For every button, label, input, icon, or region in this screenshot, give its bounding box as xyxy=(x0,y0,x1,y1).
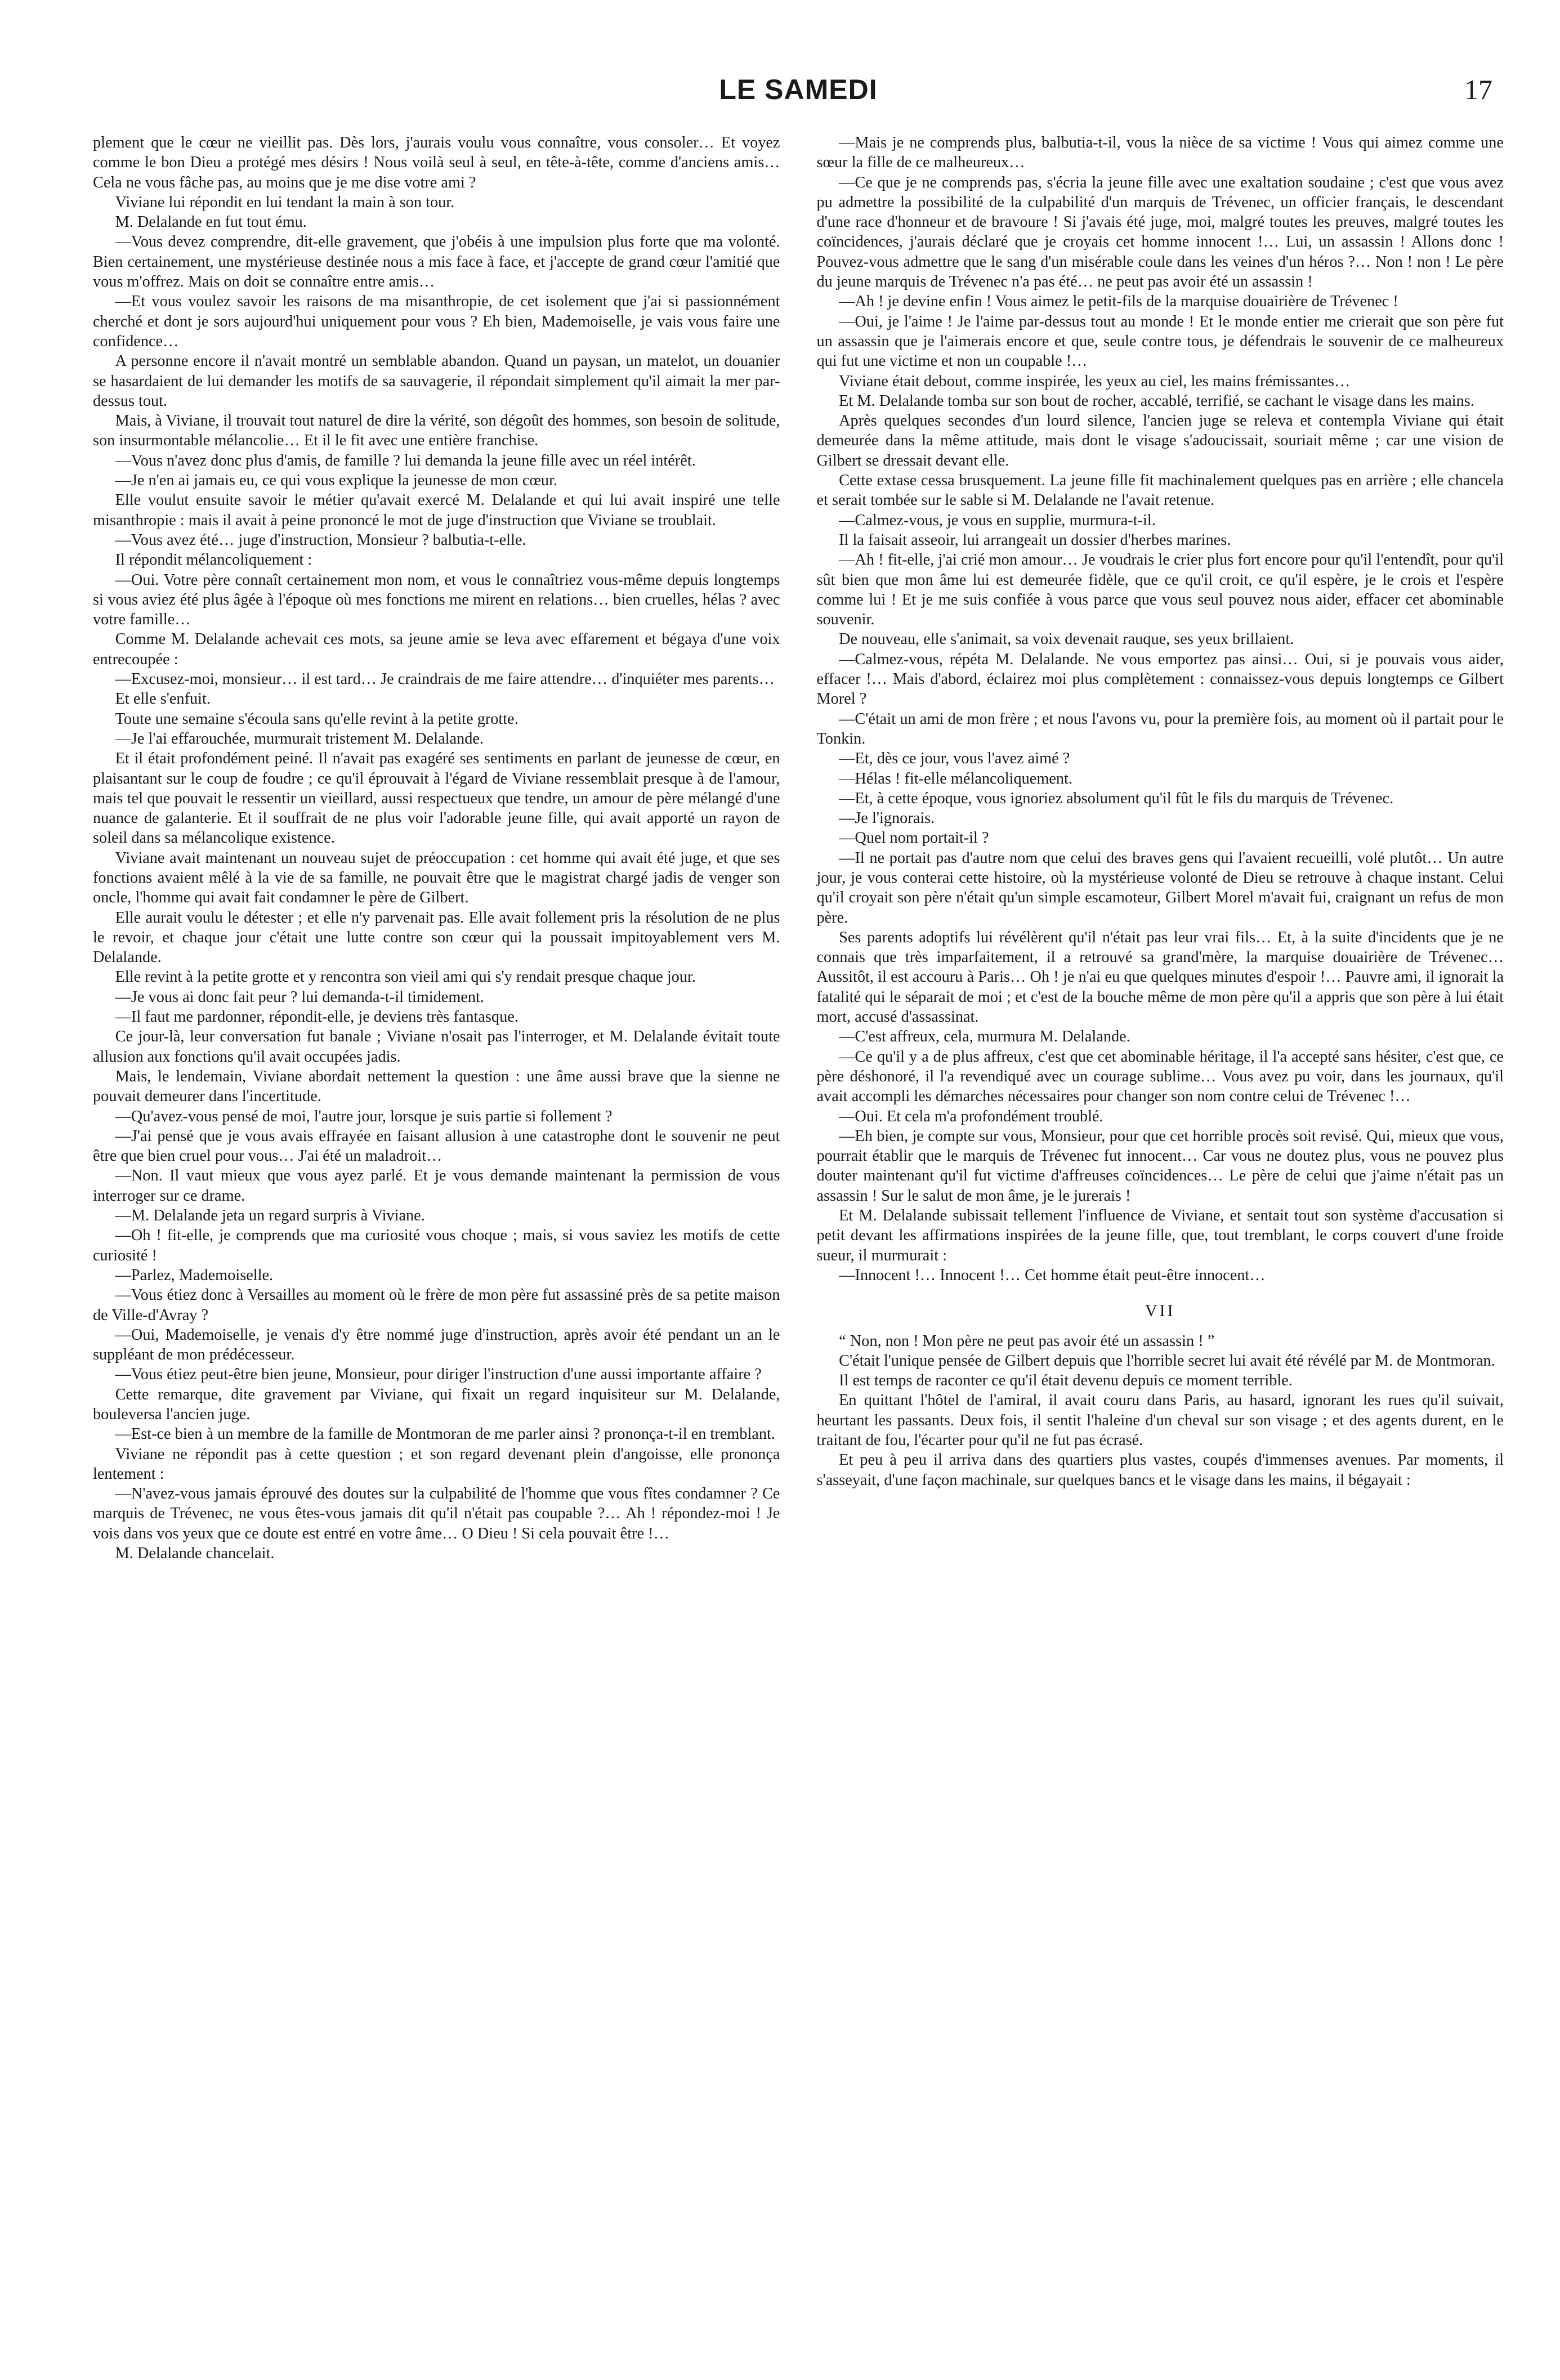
paragraph: Mais, le lendemain, Viviane abordait nettement la question : une âme aussi brave que la sienne ne pouvait demeurer dans l'incertitude. xyxy=(93,1067,780,1106)
paragraph: —Oui. Et cela m'a profondément troublé. xyxy=(839,1107,1103,1125)
paragraph: Après quelques secondes d'un lourd silence, l'ancien juge se releva et contempla Viviane qui était demeurée dans la même attitude, mais dont le visage s'adoucissait, souriait même ; car une vision de Gilbert se dressait devant elle. xyxy=(816,412,1504,469)
paragraph: Toute une semaine s'écoula sans qu'elle revint à la petite grotte. xyxy=(115,710,518,728)
paragraph: —Eh bien, je compte sur vous, Monsieur, pour que cet horrible procès soit revisé. Qui, mieux que vous, pourrait établir que le marquis de Trévenec fut innocent… Car vous ne doutez plus, vous ne pouvez plus douter maintenant qu'il fut victime d'affreuses coïncidences… Le père de celui que j'aime n'était pas un assassin ! Sur le salut de mon âme, je le jurerais ! xyxy=(816,1127,1504,1205)
paragraph: —Vous devez comprendre, dit-elle gravement, que j'obéis à une impulsion plus forte que ma volonté. Bien certainement, une mystérieuse destinée nous a mis face à face, et j'accepte de grand cœur l'amitié que vous m'offrez. Mais on doit se connaître entre amis… xyxy=(93,233,780,291)
paragraph: Cette extase cessa brusquement. La jeune fille fit machinalement quelques pas en arrière ; elle chancela et serait tombée sur le sable si M. Delalande ne l'avait retenue. xyxy=(816,472,1504,509)
paragraph: —Je vous ai donc fait peur ? lui demanda-t-il timidement. xyxy=(115,988,484,1006)
page-header xyxy=(93,73,1504,124)
paragraph: —N'avez-vous jamais éprouvé des doutes sur la culpabilité de l'homme que vous fîtes condamner ? Ce marquis de Trévenec, ne vous êtes-vous jamais dit qu'il n'était pas coupable ?… Ah ! répondez-moi ! Je vois dans vos yeux que ce doute est entré en votre âme… O Dieu ! Si cela pouvait être !… xyxy=(93,1485,780,1542)
right-column xyxy=(817,133,1504,2317)
paragraph: —Oui, je l'aime ! Je l'aime par-dessus tout au monde ! Et le monde entier me crierait que son père fut un assassin que je l'aimerais encore et que, seule contre tous, je défendrais le souvenir de ce malheureux qui fut une victime et non un coupable !… xyxy=(816,312,1504,370)
paragraph: Elle aurait voulu le détester ; et elle n'y parvenait pas. Elle avait follement pris la résolution de ne plus le revoir, et chaque jour c'était une lutte contre son cœur qui la poussait impitoyablement vers M. Delalande. xyxy=(93,909,780,967)
paragraph: Viviane avait maintenant un nouveau sujet de préoccupation : cet homme qui avait été juge, et que ses fonctions avaient mêlé à la vie de sa famille, ne pouvait être que le magistrat chargé jadis de venger son oncle, l'homme qui avait fait condamner le père de Gilbert. xyxy=(93,849,780,907)
paragraph: Il est temps de raconter ce qu'il était devenu depuis ce moment terrible. xyxy=(839,1372,1293,1390)
masthead-title: LE SAMEDI xyxy=(719,74,878,105)
page-number: 17 xyxy=(1464,74,1492,105)
paragraph: Ses parents adoptifs lui révélèrent qu'il n'était pas leur vrai fils… Et, à la suite d'incidents que je ne connais que très imparfaitement, il a retrouvé sa grand'mère, la marquise douairière de Trévenec… Aussitôt, il est accouru à Paris… Oh ! je n'ai eu que quelques minutes d'espoir !… Pauvre ami, il ignorait la fatalité qui le séparait de moi ; et c'est de la bouche même de mon père qu'il a appris que son père à lui était mort, accusé d'assassinat. xyxy=(816,928,1504,1026)
paragraph: M. Delalande chancelait. xyxy=(115,1545,275,1563)
paragraph: —Vous étiez donc à Versailles au moment où le frère de mon père fut assassiné près de sa petite maison de Ville-d'Avray ? xyxy=(93,1286,780,1324)
paragraph: Cette remarque, dite gravement par Viviane, qui fixait un regard inquisiteur sur M. Delalande, bouleversa l'ancien juge. xyxy=(93,1385,780,1423)
paragraph: C'était l'unique pensée de Gilbert depuis que l'horrible secret lui avait été révélé par M. de Montmoran. xyxy=(839,1352,1495,1370)
paragraph: —Ce que je ne comprends pas, s'écria la jeune fille avec une exaltation soudaine ; c'est que vous avez pu admettre la possibilité de la culpabilité d'un marquis de Trévenec, un officier français, le descendant d'une race d'honneur et de bravoure ! Si j'avais été juge, moi, malgré toutes les preuves, malgré toutes les coïncidences, j'aurais déclaré que je croyais cet homme innocent !… Lui, un assassin ! Allons donc ! Pouvez-vous admettre que le sang d'un misérable coule dans les veines d'un héros ?… Non ! non ! Le père du jeune marquis de Trévenec n'a pas été… ne peut pas avoir été un assassin ! xyxy=(816,173,1504,291)
paragraph: Et peu à peu il arriva dans des quartiers plus vastes, coupés d'immenses avenues. Par moments, il s'asseyait, d'une façon machinale, sur quelques bancs et le visage dans les mains, il bégayait : xyxy=(816,1451,1504,1489)
paragraph: —Je l'ai effarouchée, murmurait tristement M. Delalande. xyxy=(115,730,484,748)
paragraph: Et M. Delalande tomba sur son bout de rocher, accablé, terrifié, se cachant le visage dans les mains. xyxy=(839,392,1474,410)
paragraph: M. Delalande en fut tout ému. xyxy=(115,213,307,231)
paragraph: Ce jour-là, leur conversation fut banale ; Viviane n'osait pas l'interroger, et M. Delalande évitait toute allusion aux fonctions qu'il avait occupées jadis. xyxy=(93,1028,780,1066)
paragraph: Il répondit mélancoliquement : xyxy=(115,551,312,569)
paragraph: —Oui, Mademoiselle, je venais d'y être nommé juge d'instruction, après avoir été pendant un an le suppléant de mon prédécesseur. xyxy=(93,1326,780,1364)
paragraph: Viviane lui répondit en lui tendant la main à son tour. xyxy=(115,193,455,211)
paragraph: plement que le cœur ne vieillit pas. Dès lors, j'aurais voulu vous connaître, vous consoler… Et voyez comme le bon Dieu a protégé mes désirs ! Nous voilà seul à seul, en tête-à-tête, comme d'anciens amis… Cela ne vous fâche pas, au moins que je me dise votre ami ? xyxy=(93,134,780,191)
paragraph: —Vous n'avez donc plus d'amis, de famille ? lui demanda la jeune fille avec un réel intérêt. xyxy=(115,451,696,469)
paragraph: —M. Delalande jeta un regard surpris à Viviane. xyxy=(115,1207,425,1225)
paragraph: —Calmez-vous, répéta M. Delalande. Ne vous emportez pas ainsi… Oui, si je pouvais vous aider, effacer !… Mais d'abord, éclairez moi plus complètement : connaissez-vous depuis longtemps ce Gilbert Morel ? xyxy=(816,650,1504,708)
paragraph: —Calmez-vous, je vous en supplie, murmura-t-il. xyxy=(839,511,1156,529)
paragraph: —C'était un ami de mon frère ; et nous l'avons vu, pour la première fois, au moment où il partait pour le Tonkin. xyxy=(816,710,1504,748)
paragraph: —Je l'ignorais. xyxy=(839,809,935,827)
paragraph: Il la faisait asseoir, lui arrangeait un dossier d'herbes marines. xyxy=(839,531,1231,549)
text-columns xyxy=(93,133,1504,2317)
paragraph: —Oh ! fit-elle, je comprends que ma curiosité vous choque ; mais, si vous saviez les motifs de cette curiosité ! xyxy=(93,1227,780,1264)
paragraph: —Qu'avez-vous pensé de moi, l'autre jour, lorsque je suis partie si follement ? xyxy=(115,1107,613,1125)
paragraph: Comme M. Delalande achevait ces mots, sa jeune amie se leva avec effarement et bégaya d'une voix entrecoupée : xyxy=(93,630,780,668)
paragraph: —Parlez, Mademoiselle. xyxy=(115,1266,274,1284)
paragraph: —Il ne portait pas d'autre nom que celui des braves gens qui l'avaient recueilli, volé plutôt… Un autre jour, je vous conterai cette histoire, où la mystérieuse volonté de Dieu se retrouve à chaque instant. Celui qu'il croyait son père n'était qu'un simple escamoteur, Gilbert Morel m'avait fui, craignant un refus de mon père. xyxy=(816,849,1504,927)
paragraph: —C'est affreux, cela, murmura M. Delalande. xyxy=(839,1028,1130,1046)
right-column-text-part2 xyxy=(817,1331,1504,1490)
right-column-text-part1 xyxy=(817,133,1504,1285)
paragraph: Viviane ne répondit pas à cette question ; et son regard devenant plein d'angoisse, elle prononça lentement : xyxy=(93,1445,780,1483)
paragraph: A personne encore il n'avait montré un semblable abandon. Quand un paysan, un matelot, un douanier se hasardaient de lui demander les motifs de sa sauvagerie, il répondait simplement qu'il aimait la mer par-dessus tout. xyxy=(93,352,780,410)
paragraph: —Vous avez été… juge d'instruction, Monsieur ? balbutia-t-elle. xyxy=(115,531,526,549)
paragraph: Et elle s'enfuit. xyxy=(115,690,211,708)
paragraph: “ Non, non ! Mon père ne peut pas avoir été un assassin ! ” xyxy=(839,1332,1215,1350)
paragraph: —Et, à cette époque, vous ignoriez absolument qu'il fût le fils du marquis de Trévenec. xyxy=(839,789,1394,807)
paragraph: —Hélas ! fit-elle mélancoliquement. xyxy=(839,770,1072,788)
paragraph: De nouveau, elle s'animait, sa voix devenait rauque, ses yeux brillaient. xyxy=(839,630,1294,648)
paragraph: —J'ai pensé que je vous avais effrayée en faisant allusion à une catastrophe dont le souvenir ne peut être que bien cruel pour vous… J'ai été un maladroit… xyxy=(93,1127,780,1165)
paragraph: Elle revint à la petite grotte et y rencontra son vieil ami qui s'y rendait presque chaque jour. xyxy=(115,968,696,986)
paragraph: —Ah ! je devine enfin ! Vous aimez le petit-fils de la marquise douairière de Trévenec ! xyxy=(839,293,1398,311)
paragraph: Mais, à Viviane, il trouvait tout naturel de dire la vérité, son dégoût des hommes, son besoin de solitude, son insurmontable mélancolie… Et il le fit avec une entière franchise. xyxy=(93,412,780,450)
paragraph: —Et vous voulez savoir les raisons de ma misanthropie, de cet isolement que j'ai si passionnément cherché et dont je sors aujourd'hui uniquement pour vous ? Eh bien, Mademoiselle, je vais vous faire une confidence… xyxy=(93,293,780,350)
paragraph: —Ce qu'il y a de plus affreux, c'est que cet abominable héritage, il l'a accepté sans hésiter, c'est que, ce père déshonoré, il l'a revendiqué avec un courage sublime… Vous avez pu voir, dans les journaux, qu'il avait accompli les démarches nécessaires pour changer son nom contre celui de Trévenec !… xyxy=(816,1048,1504,1106)
paragraph: —Excusez-moi, monsieur… il est tard… Je craindrais de me faire attendre… d'inquiéter mes parents… xyxy=(115,670,775,688)
paragraph: Viviane était debout, comme inspirée, les yeux au ciel, les mains frémissantes… xyxy=(839,372,1351,390)
paragraph: —Quel nom portait-il ? xyxy=(839,829,989,847)
paragraph: —Mais je ne comprends plus, balbutia-t-il, vous la nièce de sa victime ! Vous qui aimez comme une sœur la fille de ce malheureux… xyxy=(816,134,1504,172)
paragraph: —Innocent !… Innocent !… Cet homme était peut-être innocent… xyxy=(839,1266,1266,1284)
paragraph: —Je n'en ai jamais eu, ce qui vous explique la jeunesse de mon cœur. xyxy=(115,472,558,490)
paragraph: —Il faut me pardonner, répondit-elle, je deviens très fantasque. xyxy=(115,1008,518,1026)
paragraph: —Ah ! fit-elle, j'ai crié mon amour… Je voudrais le crier plus fort encore pour qu'il l'entendît, pour qu'il sût bien que mon âme lui est demeurée fidèle, que ce qu'il croit, ce qu'il espère, je le crois et l'espère comme lui ! Et je me suis confiée à vous parce que vous seul pouvez nous aider, effacer cet abominable souvenir. xyxy=(816,551,1504,629)
paragraph: —Non. Il vaut mieux que vous ayez parlé. Et je vous demande maintenant la permission de vous interroger sur ce drame. xyxy=(93,1167,780,1205)
chapter-heading: VII xyxy=(1145,1301,1175,1321)
paragraph: —Et, dès ce jour, vous l'avez aimé ? xyxy=(839,750,1070,768)
left-column xyxy=(93,133,780,2317)
paragraph: Elle voulut ensuite savoir le métier qu'avait exercé M. Delalande et qui lui avait inspiré une telle misanthropie : mais il avait à peine prononcé le mot de juge d'instruction que Viviane se troublait. xyxy=(93,491,780,529)
paragraph: —Vous étiez peut-être bien jeune, Monsieur, pour diriger l'instruction d'une aussi importante affaire ? xyxy=(115,1366,762,1384)
paragraph: Et il était profondément peiné. Il n'avait pas exagéré ses sentiments en parlant de jeunesse de cœur, en plaisantant sur le coup de foudre ; ce qu'il éprouvait à l'égard de Viviane ressemblait presque à de l'amour, mais tel que pouvait le ressentir un vieillard, aussi respectueux que tendre, un amour de père mélangé d'une nuance de galanterie. Et il souffrait de ne plus voir l'adorable jeune fille, qui avait apporté un rayon de soleil dans sa mélancolique existence. xyxy=(93,750,780,847)
paragraph: —Oui. Votre père connaît certainement mon nom, et vous le connaîtriez vous-même depuis longtemps si vous aviez été plus âgée à l'époque où mes fonctions me mirent en relations… bien cruelles, hélas ? avec votre famille… xyxy=(93,571,780,629)
paragraph: —Est-ce bien à un membre de la famille de Montmoran de me parler ainsi ? prononça-t-il en tremblant. xyxy=(115,1425,775,1443)
paragraph: Et M. Delalande subissait tellement l'influence de Viviane, et sentait tout son système d'accusation si petit devant les affirmations inspirées de la jeune fille, que, tout tremblant, le corps couvert d'une froide sueur, il murmurait : xyxy=(816,1207,1504,1264)
paragraph: En quittant l'hôtel de l'amiral, il avait couru dans Paris, au hasard, ignorant les rues qu'il suivait, heurtant les passants. Deux fois, il sentit l'haleine d'un cheval sur son visage ; et des agents durent, en le traitant de fou, l'écarter pour qu'il ne fut pas écrasé. xyxy=(816,1392,1504,1449)
